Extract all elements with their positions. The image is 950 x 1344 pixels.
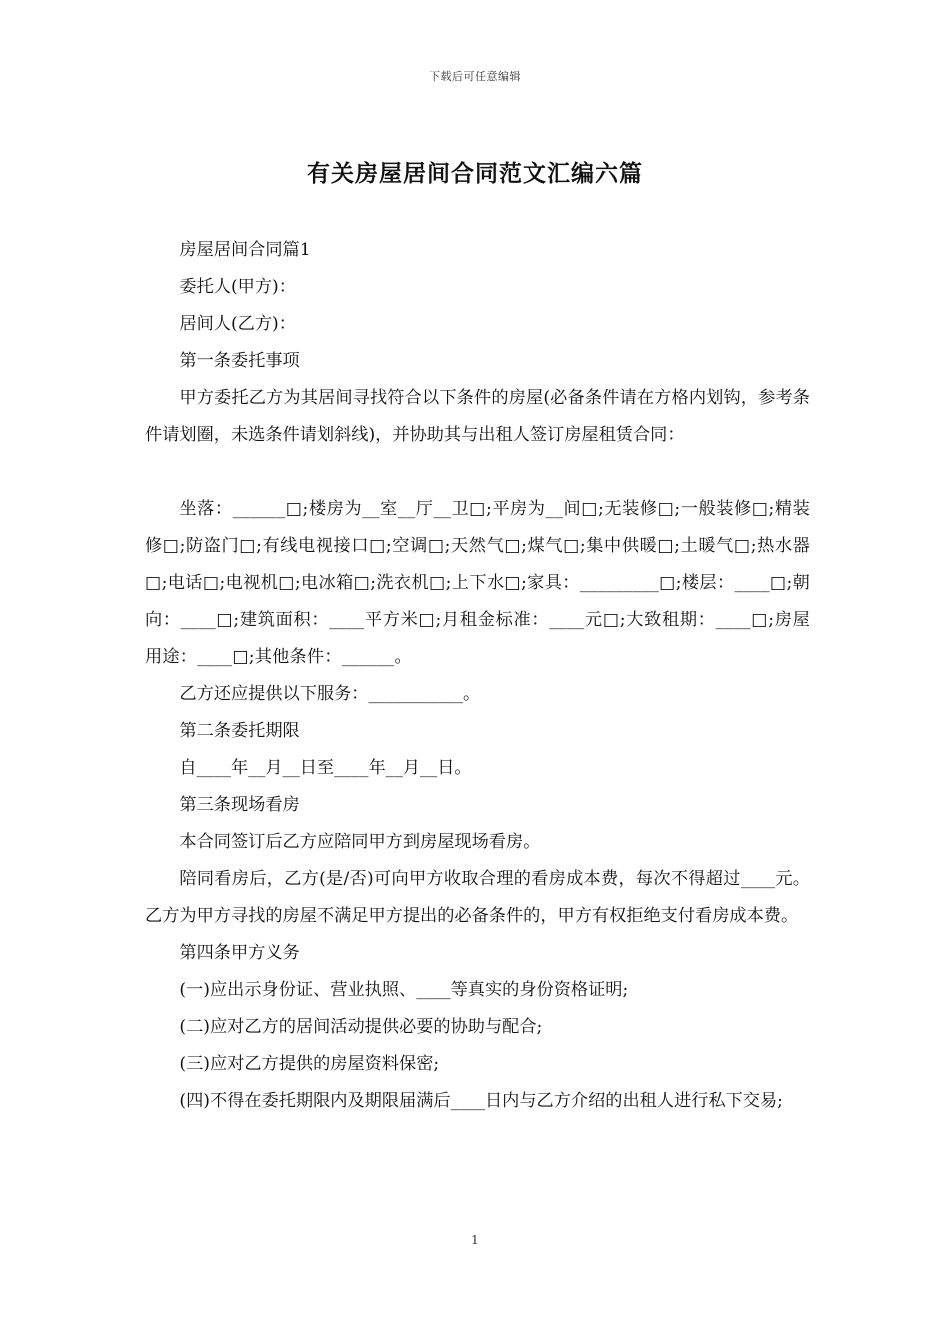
section-heading: 房屋居间合同篇1 <box>179 240 311 260</box>
client-line: 委托人(甲方)： <box>179 277 296 297</box>
list-item: (一)应出示身份证、营业执照、____等真实的身份资格证明; <box>179 980 629 1000</box>
article-heading: 第二条委托期限 <box>179 721 300 741</box>
article-heading: 第四条甲方义务 <box>179 943 300 963</box>
list-item: (三)应对乙方提供的房屋资料保密; <box>179 1054 440 1074</box>
body-paragraph: 本合同签订后乙方应陪同甲方到房屋现场看房。 <box>179 832 541 852</box>
body-paragraph: 自____年__月__日至____年__月__日。 <box>179 758 472 778</box>
page-number: 1 <box>471 1233 479 1247</box>
list-item: (二)应对乙方的居间活动提供必要的协助与配合; <box>179 1017 543 1037</box>
body-paragraph: 坐落：______□;楼房为__室__厅__卫□;平房为__间□;无装修□;一般装修□;精装修□;防盗门□;有线电视接口□;空调□;天然气□;煤气□;集中供暖□;土暖气□;热水器□;电话□;电视机□;电冰箱□;洗衣机□;上下水□;家具：_________□;楼层：____□;朝向：____□;建筑面积：____平方米□;月租金标准：____元□;大致租期：____□;房屋用途：____□;其他条件：______。 <box>145 499 810 667</box>
document-title: 有关房屋居间合同范文汇编六篇 <box>307 160 643 187</box>
article-heading: 第一条委托事项 <box>179 351 300 371</box>
blank-line <box>145 454 810 491</box>
body-paragraph: 乙方还应提供以下服务：___________。 <box>179 684 481 704</box>
body-paragraph: 甲方委托乙方为其居间寻找符合以下条件的房屋(必备条件请在方格内划钩，参考条件请划圈，未选条件请划斜线)，并协助其与出租人签订房屋租赁合同： <box>145 388 810 445</box>
broker-line: 居间人(乙方)： <box>179 314 296 334</box>
article-heading: 第三条现场看房 <box>179 795 300 815</box>
document-body <box>145 232 810 1120</box>
header-note: 下载后可任意编辑 <box>429 70 521 83</box>
list-item: (四)不得在委托期限内及期限届满后____日内与乙方介绍的出租人进行私下交易; <box>179 1091 783 1111</box>
body-paragraph: 陪同看房后，乙方(是/否)可向甲方收取合理的看房成本费，每次不得超过____元。乙方为甲方寻找的房屋不满足甲方提出的必备条件的，甲方有权拒绝支付看房成本费。 <box>145 869 810 926</box>
